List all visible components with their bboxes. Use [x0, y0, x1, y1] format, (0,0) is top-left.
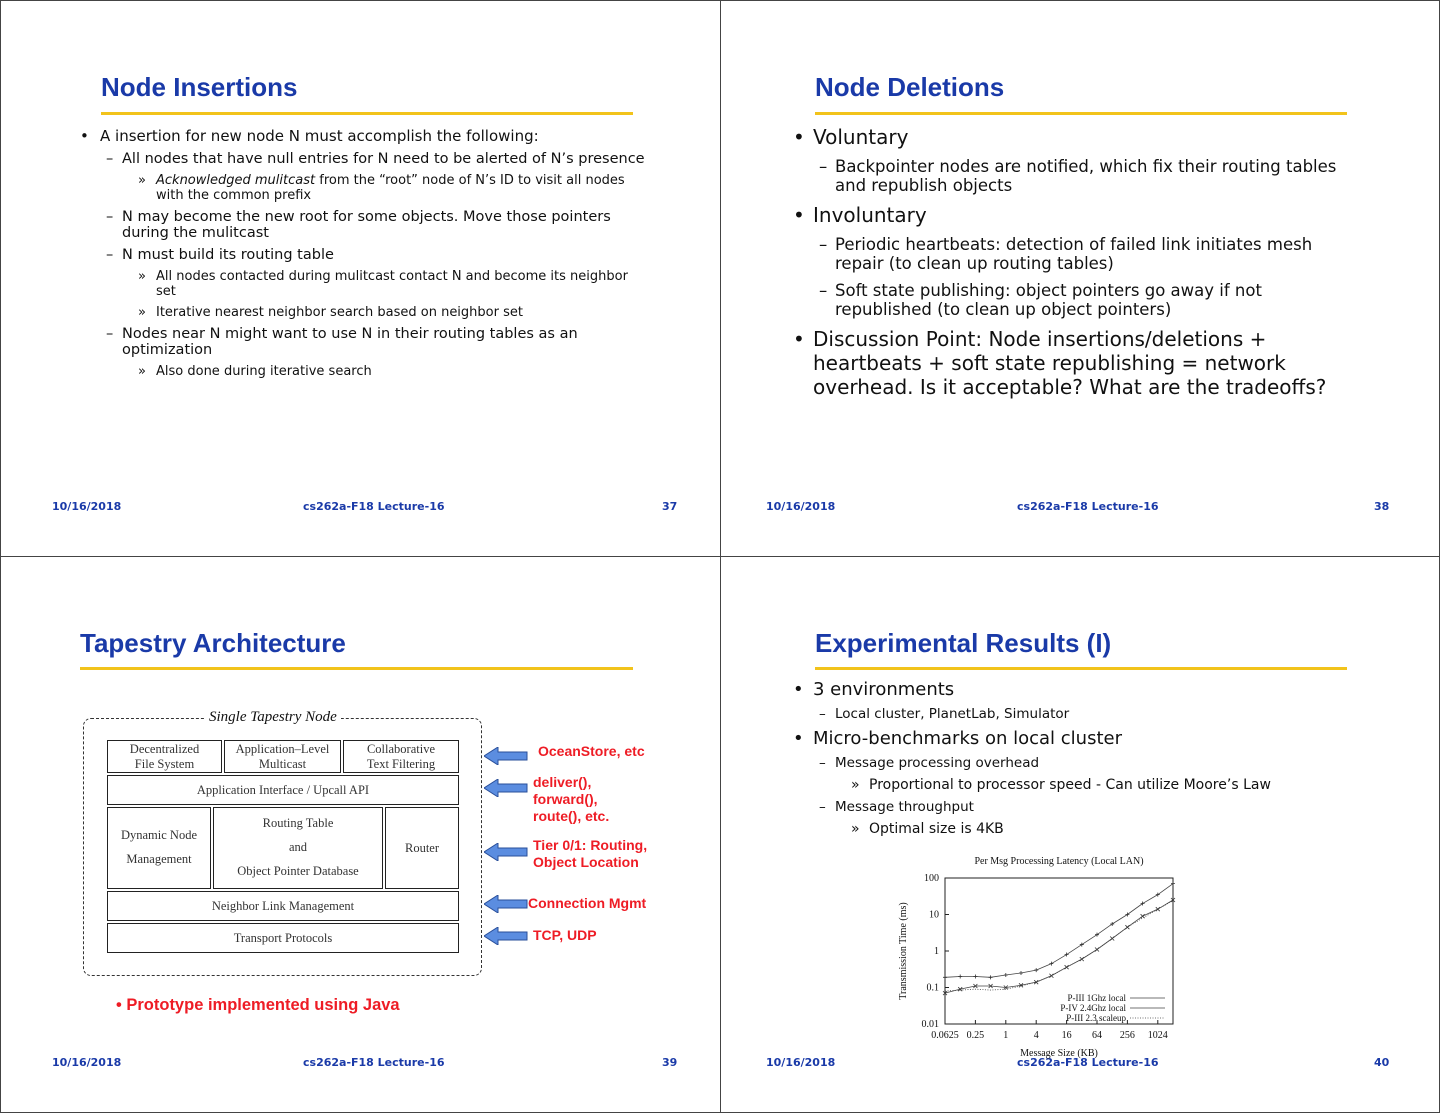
data-point: [958, 975, 962, 979]
slide-title: Tapestry Architecture: [80, 628, 346, 658]
bullet-level-3: » Optimal size is 4KB: [851, 821, 1393, 837]
data-point: [943, 975, 947, 979]
plot-frame: [945, 878, 1173, 1024]
slide-number: 39: [662, 1056, 678, 1069]
box-router: Router: [385, 807, 459, 889]
box-routing-table: Routing Table and Object Pointer Database: [213, 807, 383, 889]
x-tick-label: 0.25: [966, 1030, 985, 1041]
y-tick-label: 1: [934, 946, 939, 957]
slide-37: [0, 0, 720, 556]
series-line-0: [945, 884, 1173, 978]
data-point: [1034, 968, 1038, 972]
left-arrow-icon: [484, 895, 528, 913]
annotation-tcp-udp: TCP, UDP: [533, 927, 597, 943]
footer-course: cs262a-F18 Lecture-16: [1017, 500, 1159, 513]
bullet-level-1: • Involuntary: [793, 203, 1363, 227]
box-text-filtering: Collaborative Text Filtering: [343, 740, 459, 773]
annotation-tier: Tier 0/1: Routing, Object Location: [533, 837, 648, 870]
data-point: [1049, 974, 1053, 978]
bullet-level-2: – All nodes that have null entries for N need to be alerted of N’s presence: [106, 151, 650, 167]
data-point: [973, 975, 977, 979]
x-tick-label: 16: [1061, 1030, 1072, 1041]
bullet-level-3: » Also done during iterative search: [138, 364, 650, 379]
footer-date: 10/16/2018: [766, 1056, 836, 1069]
footer-date: 10/16/2018: [52, 1056, 122, 1069]
data-point: [1125, 925, 1129, 929]
box-app-multicast: Application–Level Multicast: [224, 740, 341, 773]
data-point: [989, 975, 993, 979]
data-point: [1019, 971, 1023, 975]
bullet-level-2: – Message processing overhead: [819, 755, 1393, 771]
box-neighbor-link: Neighbor Link Management: [107, 891, 459, 921]
footer-course: cs262a-F18 Lecture-16: [303, 500, 445, 513]
bullet-list: [793, 125, 1363, 407]
footer-course: cs262a-F18 Lecture-16: [303, 1056, 445, 1069]
bullet-level-2: – Message throughput: [819, 799, 1393, 815]
bullet-level-1: • 3 environments: [793, 679, 1393, 700]
bullet-level-2: – Local cluster, PlanetLab, Simulator: [819, 706, 1393, 722]
legend-label: P-IV 2.4Ghz local: [1060, 1003, 1126, 1013]
annotation-oceanstore: OceanStore, etc: [538, 743, 645, 759]
slide-title: Node Deletions: [815, 72, 1005, 102]
slide-number: 40: [1374, 1056, 1390, 1069]
prototype-note: • Prototype implemented using Java: [116, 996, 400, 1014]
x-axis-label: Message Size (KB): [1020, 1048, 1098, 1059]
legend-label: P-III 1Ghz local: [1067, 993, 1126, 1003]
bullet-level-1: • A insertion for new node N must accomplish the following:: [80, 127, 650, 145]
box-transport: Transport Protocols: [107, 923, 459, 953]
slide-38: [720, 0, 1440, 556]
data-point: [1156, 907, 1160, 911]
bullet-level-2: – N may become the new root for some objects. Move those pointers during the mulitcast: [106, 209, 650, 241]
data-point: [1065, 953, 1069, 957]
footer-date: 10/16/2018: [766, 500, 836, 513]
footer-course: cs262a-F18 Lecture-16: [1017, 1056, 1159, 1069]
bullet-emphasis: Acknowledged mulitcast: [156, 173, 316, 188]
bullet-list: [793, 679, 1393, 843]
left-arrow-icon: [484, 927, 528, 945]
slide-number: 37: [662, 500, 678, 513]
annotation-connection: Connection Mgmt: [528, 895, 647, 911]
slide-number: 38: [1374, 500, 1390, 513]
bullet-level-3: » All nodes contacted during mulitcast contact N and become its neighbor set: [138, 269, 650, 299]
title-rule: [101, 112, 633, 115]
annotation-api-calls: deliver(), forward(), route(), etc.: [533, 774, 610, 824]
x-tick-label: 1: [1003, 1030, 1009, 1041]
title-rule: [80, 667, 633, 670]
bullet-level-2: – Soft state publishing: object pointers go away if not republished (to clean up object pointers): [819, 281, 1363, 319]
bullet-level-3: [138, 173, 650, 203]
bullet-level-2: – Periodic heartbeats: detection of failed link initiates mesh repair (to clean up routing tables): [819, 235, 1363, 273]
footer-date: 10/16/2018: [52, 500, 122, 513]
box-decentralized-fs: Decentralized File System: [107, 740, 222, 773]
series-line-2: [945, 901, 1173, 991]
box-dynamic-node-mgmt: Dynamic Node Management: [107, 807, 211, 889]
bullet-level-1: • Micro-benchmarks on local cluster: [793, 728, 1393, 749]
bullet-level-3: » Iterative nearest neighbor search based on neighbor set: [138, 305, 650, 320]
title-rule: [815, 667, 1347, 670]
y-tick-label: 10: [929, 909, 939, 921]
legend-label: P-III 2.3 scaleup: [1066, 1013, 1126, 1023]
data-point: [1080, 943, 1084, 947]
chart-title: Per Msg Processing Latency (Local LAN): [974, 856, 1144, 867]
latency-chart: [890, 850, 1190, 1065]
slide-title: Node Insertions: [101, 72, 298, 102]
bullet-list: [80, 127, 650, 385]
y-tick-label: 0.01: [921, 1019, 939, 1030]
data-point: [1049, 962, 1053, 966]
bullet-level-3: » Proportional to processor speed - Can utilize Moore’s Law: [851, 777, 1393, 793]
bullet-level-2: – N must build its routing table: [106, 247, 650, 263]
x-tick-label: 64: [1092, 1030, 1102, 1041]
data-point: [1004, 973, 1008, 977]
title-rule: [815, 112, 1347, 115]
bullet-level-2: – Nodes near N might want to use N in their routing tables as an optimization: [106, 326, 650, 358]
bullet-text: from the “root” node of N’s ID to visit all nodes with the common prefix: [156, 173, 625, 203]
x-tick-label: 4: [1033, 1030, 1039, 1041]
y-tick-label: 0.1: [926, 982, 939, 994]
x-tick-label: 0.0625: [931, 1030, 959, 1041]
box-upcall-api: Application Interface / Upcall API: [107, 775, 459, 805]
left-arrow-icon: [484, 843, 528, 861]
y-axis-label: Transmission Time (ms): [898, 902, 909, 1000]
left-arrow-icon: [484, 747, 528, 765]
bullet-level-1: • Discussion Point: Node insertions/deletions + heartbeats + soft state republishing = network overhead. Is it acceptable? What are the tradeoffs?: [793, 327, 1363, 399]
bullet-level-2: – Backpointer nodes are notified, which fix their routing tables and republish objects: [819, 157, 1363, 195]
left-arrow-icon: [484, 779, 528, 797]
series-line-1: [945, 900, 1173, 993]
x-tick-label: 256: [1119, 1030, 1135, 1041]
y-tick-label: 100: [924, 873, 939, 884]
x-tick-label: 1024: [1147, 1030, 1168, 1041]
bullet-level-1: • Voluntary: [793, 125, 1363, 149]
slide-title: Experimental Results (I): [815, 628, 1112, 658]
data-point: [1065, 965, 1069, 969]
diagram-label: Single Tapestry Node: [205, 709, 341, 726]
